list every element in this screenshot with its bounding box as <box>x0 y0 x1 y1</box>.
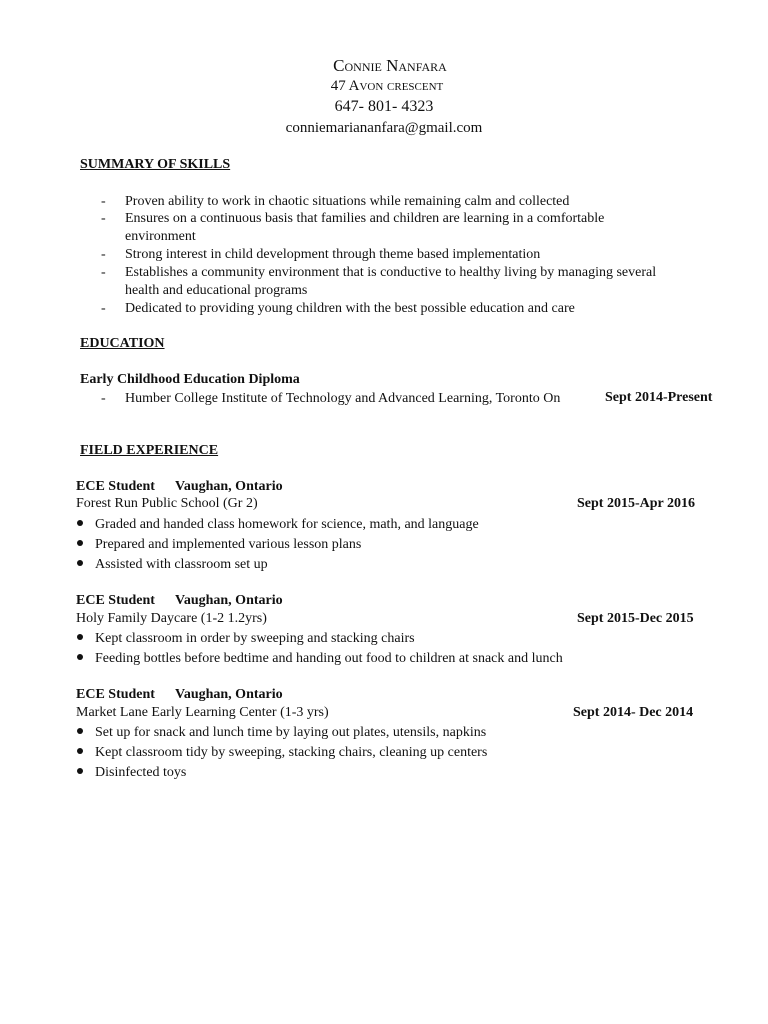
skill-item: - Dedicated to providing young children with the best possible education and care <box>101 301 575 316</box>
dash-marker: - <box>101 265 106 280</box>
candidate-phone: 647- 801- 4323 <box>334 98 434 115</box>
job-duty: Assisted with classroom set up <box>76 556 268 573</box>
bullet-icon <box>77 728 83 734</box>
education-dates: Sept 2014-Present <box>605 390 713 405</box>
skill-item: - Establishes a community environment that is conductive to healthy living by managing several health and educational programs <box>101 265 657 298</box>
bullet-icon <box>77 560 83 566</box>
job-dates: Sept 2015-Apr 2016 <box>577 496 695 511</box>
job-duty: Prepared and implemented various lesson plans <box>76 536 361 553</box>
skill-item: - Ensures on a continuous basis that families and children are learning in a comfortable environment <box>101 211 605 244</box>
bullet-icon <box>77 748 83 754</box>
diploma-title: Early Childhood Education Diploma <box>80 372 300 387</box>
skills-heading: SUMMARY OF SKILLS <box>80 157 231 172</box>
job-dates: Sept 2014- Dec 2014 <box>573 705 694 720</box>
job-role: ECE Student <box>76 479 155 494</box>
job-location: Vaughan, Ontario <box>175 479 283 494</box>
skill-item: - Proven ability to work in chaotic situations while remaining calm and collected <box>101 194 570 209</box>
dash-marker: - <box>101 194 106 209</box>
dash-marker: - <box>101 247 106 262</box>
job-place: Forest Run Public School (Gr 2) <box>76 496 258 511</box>
job-role: ECE Student <box>76 687 155 702</box>
bullet-icon <box>77 768 83 774</box>
dash-marker: - <box>101 211 106 226</box>
job-duty: Disinfected toys <box>76 764 186 781</box>
job-dates: Sept 2015-Dec 2015 <box>577 611 694 626</box>
education-item: - Humber College Institute of Technology and Advanced Learning, Toronto On <box>101 391 561 406</box>
candidate-address: 47 Avon crescent <box>330 78 444 94</box>
bullet-icon <box>77 520 83 526</box>
job-duty: Kept classroom tidy by sweeping, stacking chairs, cleaning up centers <box>76 744 487 761</box>
bullet-icon <box>77 634 83 640</box>
job-duty: Kept classroom in order by sweeping and stacking chairs <box>76 630 415 647</box>
candidate-name: Connie Nanfara <box>333 56 447 75</box>
job-duty: Set up for snack and lunch time by laying out plates, utensils, napkins <box>76 724 486 741</box>
skill-item: - Strong interest in child development through theme based implementation <box>101 247 541 262</box>
bullet-icon <box>77 540 83 546</box>
experience-heading: FIELD EXPERIENCE <box>80 443 219 458</box>
candidate-email: conniemariananfara@gmail.com <box>285 120 483 136</box>
job-location: Vaughan, Ontario <box>175 593 283 608</box>
job-place: Market Lane Early Learning Center (1-3 yrs) <box>76 705 329 720</box>
job-location: Vaughan, Ontario <box>175 687 283 702</box>
job-duty: Feeding bottles before bedtime and handing out food to children at snack and lunch <box>76 650 563 667</box>
dash-marker: - <box>101 391 106 406</box>
job-place: Holy Family Daycare (1-2 1.2yrs) <box>76 611 267 626</box>
bullet-icon <box>77 654 83 660</box>
dash-marker: - <box>101 301 106 316</box>
education-heading: EDUCATION <box>80 336 165 351</box>
job-role: ECE Student <box>76 593 155 608</box>
job-duty: Graded and handed class homework for science, math, and language <box>76 516 479 533</box>
